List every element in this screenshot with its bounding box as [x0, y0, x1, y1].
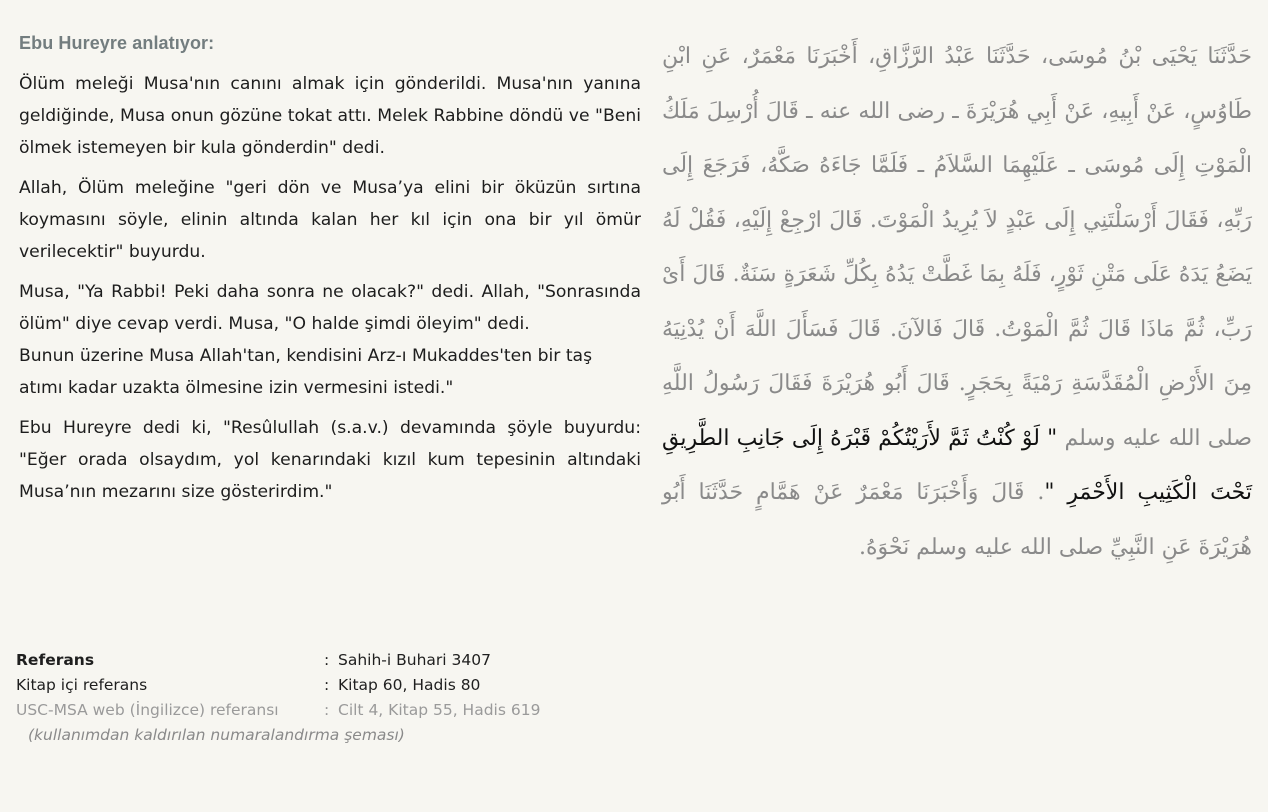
- in-book-reference-label: Kitap içi referans: [16, 676, 148, 694]
- in-book-reference-row: [16, 673, 716, 698]
- arabic-prophet-saying: ‏"‏ لَوْ كُنْتُ ثَمَّ لأَرَيْتُكُمْ قَبْرَهُ إِلَى جَانِبِ الطَّرِيقِ تَحْتَ الْكَثِيبِ الأَحْمَرِ ‏": [662, 425, 1252, 505]
- usc-msa-reference-value: Cilt 4, Kitap 55, Hadis 619: [338, 701, 541, 719]
- arabic-text: [662, 30, 1252, 575]
- translation-paragraph-1: Ölüm meleği Musa'nın canını almak için gönderildi. Musa'nın yanına geldiğinde, Musa onun gözüne tokat attı. Melek Rabbine döndü ve "Beni ölmek istemeyen bir kula gönderdin" dedi.: [19, 74, 641, 158]
- translation-paragraph-5: Ebu Hureyre dedi ki, "Resûlullah (s.a.v.) devamında şöyle buyurdu: "Eğer orada olsaydım, yol kenarındaki kızıl kum tepesinin altındaki Musa’nın mezarını size gösterirdim.": [19, 418, 641, 502]
- translation-paragraph-3: Musa, "Ya Rabbi! Peki daha sonra ne olacak?" dedi. Allah, "Sonrasında ölüm" diye cevap verdi. Musa, "O halde şimdi öleyim" dedi.: [19, 282, 641, 334]
- reference-separator: :: [324, 676, 330, 694]
- usc-msa-reference-label: USC-MSA web (İngilizce) referansı: [16, 701, 279, 719]
- reference-row: [16, 648, 716, 673]
- reference-separator: :: [324, 651, 330, 669]
- translation-paragraph-4: Bunun üzerine Musa Allah'tan, kendisini Arz-ı Mukaddes'ten bir taş atımı kadar uzakta ölmesine izin vermesini istedi.": [19, 346, 593, 398]
- turkish-translation: [19, 33, 641, 516]
- reference-label: Referans: [16, 651, 95, 669]
- arabic-isnad-text: حَدَّثَنَا يَحْيَى بْنُ مُوسَى، حَدَّثَنَا عَبْدُ الرَّزَّاقِ، أَخْبَرَنَا مَعْمَرٌ، عَنِ ابْنِ طَاوُسٍ، عَنْ أَبِيهِ، عَنْ أَبِي هُرَيْرَةَ ـ رضى الله عنه ـ قَالَ أُرْسِلَ مَلَكُ الْمَوْتِ إِلَى مُوسَى ـ عَلَيْهِمَا السَّلاَمُ ـ فَلَمَّا جَاءَهُ صَكَّهُ، فَرَجَعَ إِلَى رَبِّهِ، فَقَالَ أَرْسَلْتَنِي إِلَى عَبْدٍ لاَ يُرِيدُ الْمَوْتَ. قَالَ ارْجِعْ إِلَيْهِ، فَقُلْ لَهُ يَضَعُ يَدَهُ عَلَى مَتْنِ ثَوْرٍ، فَلَهُ بِمَا غَطَّتْ يَدُهُ بِكُلِّ شَعَرَةٍ سَنَةٌ‏.‏ قَالَ أَىْ رَبِّ، ثُمَّ مَاذَا قَالَ ثُمَّ الْمَوْتُ‏.‏ قَالَ فَالآنَ‏.‏ قَالَ فَسَأَلَ اللَّهَ أَنْ يُدْنِيَهُ مِنَ الأَرْضِ الْمُقَدَّسَةِ رَمْيَةً بِحَجَرٍ‏.‏ قَالَ أَبُو هُرَيْرَةَ فَقَالَ رَسُولُ اللَّهِ صلى الله عليه وسلم: [662, 44, 1253, 451]
- arabic-closing-text: ‏.‏ قَالَ وَأَخْبَرَنَا مَعْمَرٌ عَنْ هَمَّامٍ حَدَّثَنَا أَبُو هُرَيْرَةَ عَنِ النَّبِيِّ صلى الله عليه وسلم نَحْوَهُ‏.: [662, 480, 1252, 560]
- arabic-paragraph: [662, 30, 1252, 575]
- usc-msa-reference-row: [16, 698, 716, 723]
- reference-value: Sahih-i Buhari 3407: [338, 651, 491, 669]
- deprecated-numbering-note: (kullanımdan kaldırılan numaralandırma şeması): [28, 726, 405, 744]
- in-book-reference-value: Kitap 60, Hadis 80: [338, 676, 481, 694]
- translation-paragraph-2: Allah, Ölüm meleğine "geri dön ve Musa’ya elini bir öküzün sırtına koymasını söyle, elinin altında kalan her kıl için ona bir yıl ömür verilecektir" buyurdu.: [19, 178, 641, 262]
- reference-table: [16, 648, 716, 748]
- narrator-heading: Ebu Hureyre anlatıyor:: [19, 33, 215, 53]
- reference-separator: :: [324, 701, 330, 719]
